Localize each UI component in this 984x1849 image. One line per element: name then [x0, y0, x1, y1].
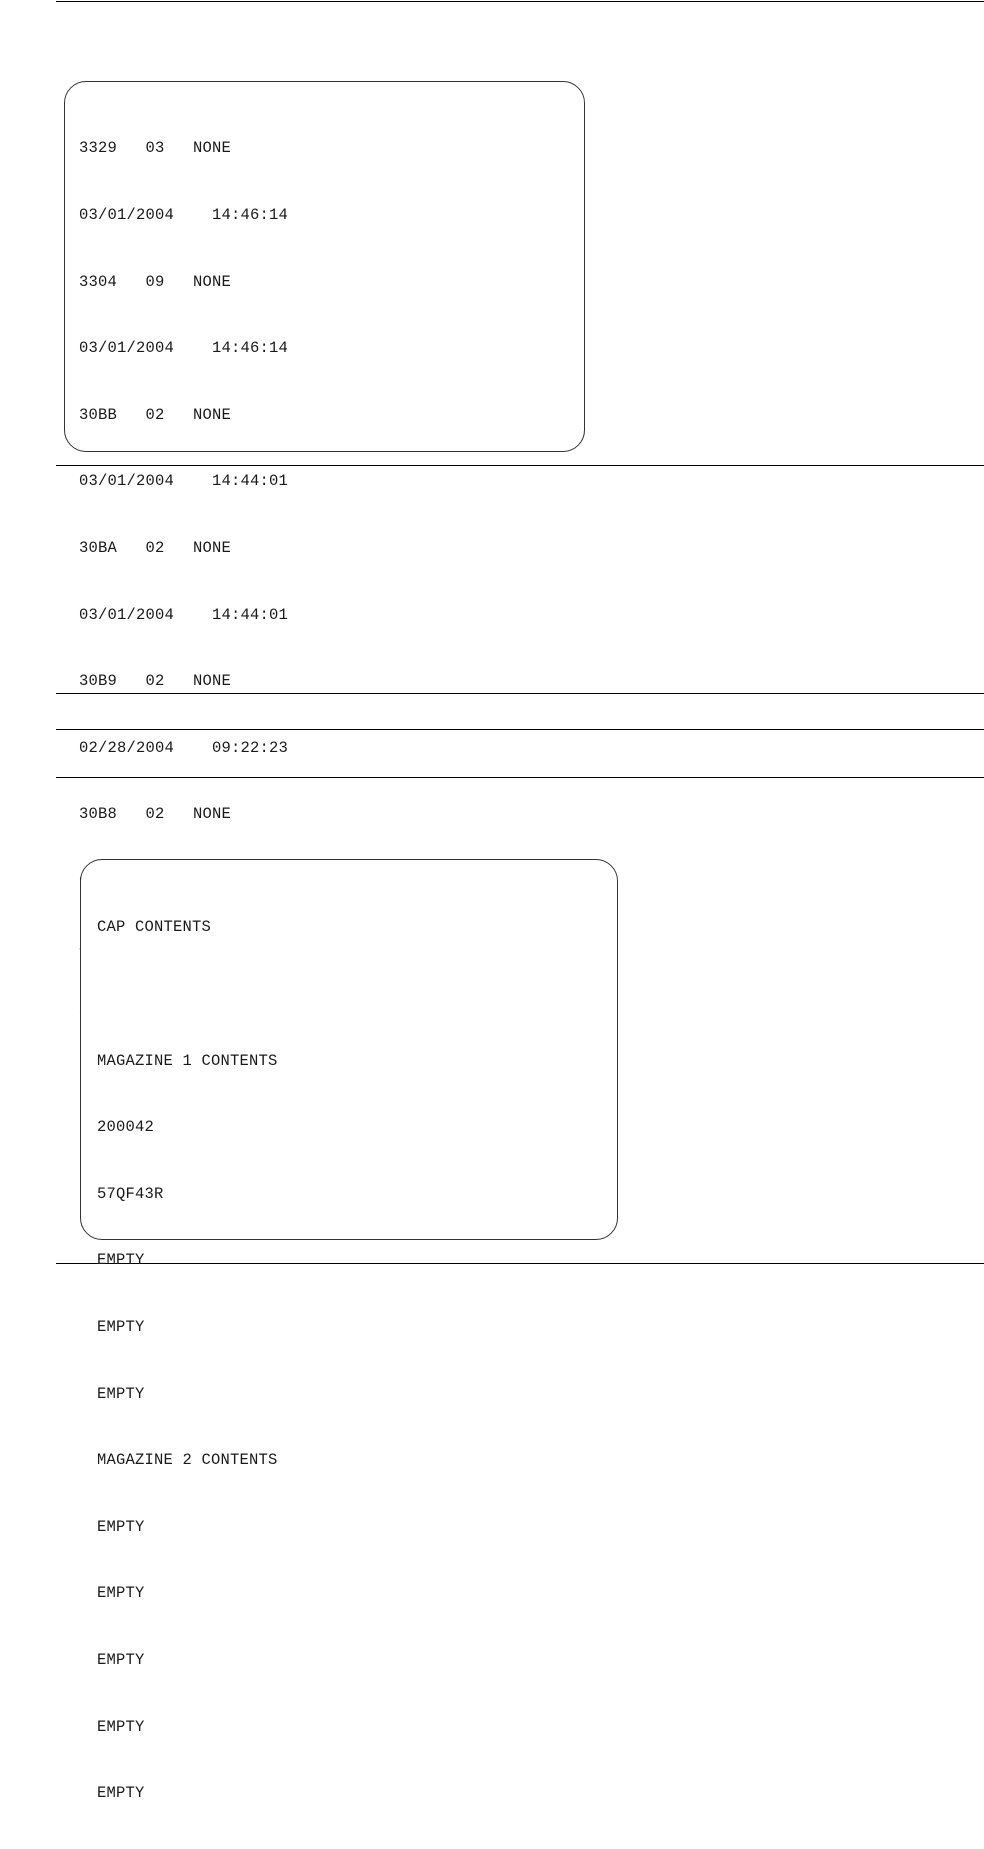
cap-contents-lines — [97, 872, 278, 1849]
magazine-1-slot: EMPTY — [97, 1317, 145, 1336]
magazine-2-slot: EMPTY — [97, 1650, 145, 1669]
log-line: 30B8 02 NONE — [79, 805, 232, 824]
cap-contents-screen — [80, 859, 618, 1803]
magazine-1-slot: EMPTY — [97, 1384, 145, 1403]
log-line: 02/28/2004 09:22:23 — [79, 738, 289, 757]
magazine-1-slot: 200042 — [97, 1118, 155, 1137]
cap-contents-title: CAP CONTENTS — [97, 918, 212, 937]
magazine-1-slot: 57QF43R — [97, 1184, 164, 1203]
log-line: 03/01/2004 14:46:14 — [79, 339, 289, 358]
magazine-2-slot: EMPTY — [97, 1717, 145, 1736]
log-line: 30BA 02 NONE — [79, 538, 232, 557]
log-line: 3329 03 NONE — [79, 139, 232, 158]
magazine-2-heading: MAGAZINE 2 CONTENTS — [97, 1451, 278, 1470]
magazine-1-heading: MAGAZINE 1 CONTENTS — [97, 1051, 278, 1070]
top-rule — [56, 1, 984, 2]
log-line: 03/01/2004 14:44:01 — [79, 605, 289, 624]
magazine-2-slot: EMPTY — [97, 1784, 145, 1803]
blank-line — [97, 983, 278, 1005]
log-line: 03/01/2004 14:46:14 — [79, 206, 289, 224]
log-line: 3304 09 NONE — [79, 272, 232, 291]
log-line: 30B9 02 NONE — [79, 672, 232, 691]
magazine-1-slot: EMPTY — [97, 1251, 145, 1270]
log-line: 30BB 02 NONE — [79, 405, 232, 424]
log-line: 03/01/2004 14:44:01 — [79, 472, 289, 491]
magazine-2-slot: EMPTY — [97, 1584, 145, 1603]
magazine-2-slot: EMPTY — [97, 1517, 145, 1536]
event-log-screen — [64, 81, 585, 824]
